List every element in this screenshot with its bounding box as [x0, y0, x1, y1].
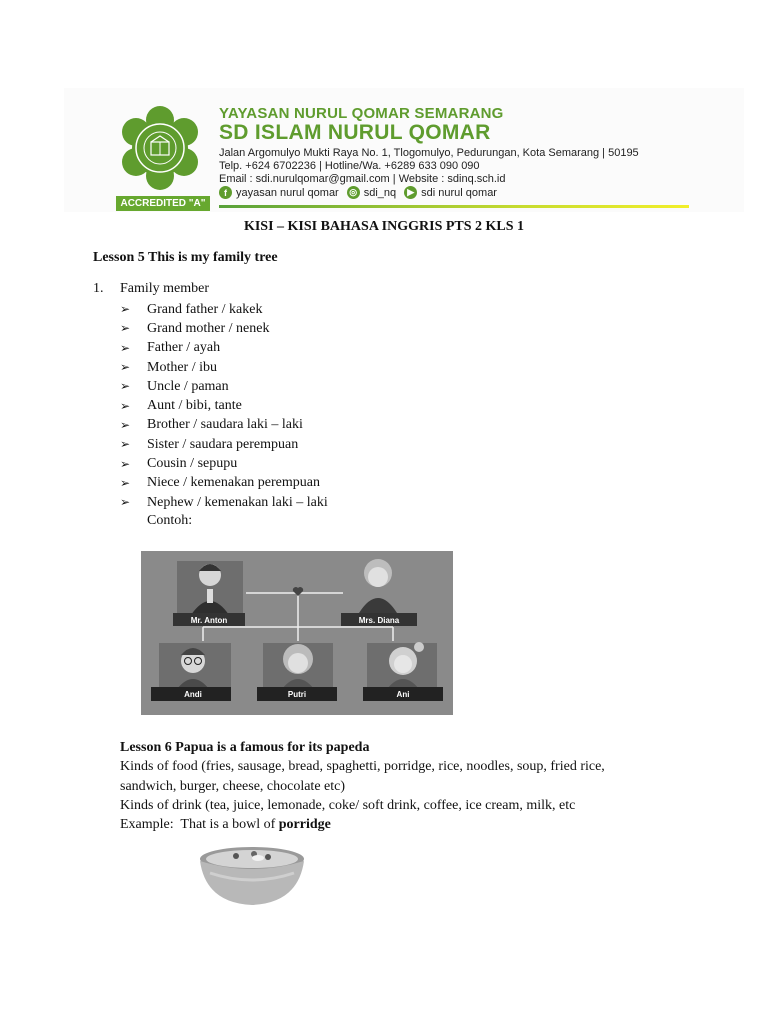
member-mr-anton	[173, 561, 245, 626]
letterhead-divider	[219, 205, 689, 208]
social-instagram	[347, 186, 396, 199]
youtube-label: sdi nurul qomar	[421, 186, 497, 199]
label-ani: Ani	[396, 690, 410, 699]
example-bold-word: porridge	[278, 817, 331, 832]
arrow-bullet-icon: ➢	[120, 398, 131, 413]
arrow-bullet-icon: ➢	[120, 321, 131, 336]
school-name: SD ISLAM NURUL QOMAR	[219, 121, 491, 144]
accredited-badge: ACCREDITED "A"	[116, 196, 210, 211]
youtube-icon: ▶	[404, 186, 417, 199]
family-tree-illustration	[141, 551, 453, 715]
list-item	[120, 416, 328, 435]
list-item-text: Sister / saudara perempuan	[147, 436, 299, 452]
foundation-name: YAYASAN NURUL QOMAR SEMARANG	[219, 105, 504, 122]
school-email-website: Email : sdi.nurulqomar@gmail.com | Website : sdinq.sch.id	[219, 173, 506, 185]
list-item	[120, 493, 328, 512]
member-putri	[257, 643, 337, 701]
facebook-icon: f	[219, 186, 232, 199]
food-kinds-line2: sandwich, burger, cheese, chocolate etc)	[120, 779, 346, 794]
lesson6-heading: Lesson 6 Papua is a famous for its papeda	[120, 740, 370, 755]
example-prefix: Example: That is a bowl of	[120, 817, 279, 832]
document-title: KISI – KISI BAHASA INGGRIS PTS 2 KLS 1	[243, 219, 525, 234]
school-address: Jalan Argomulyo Mukti Raya No. 1, Tlogomulyo, Pedurungan, Kota Semarang | 50195	[219, 147, 639, 159]
list-item-text: Grand mother / nenek	[147, 320, 270, 336]
arrow-bullet-icon: ➢	[120, 456, 131, 471]
porridge-bowl-image	[196, 843, 308, 909]
family-member-title: Family member	[120, 281, 210, 296]
food-kinds-line1: Kinds of food (fries, sausage, bread, spaghetti, porridge, rice, noodles, soup, fried rice,	[120, 759, 605, 774]
list-item-text: Aunt / bibi, tante	[147, 398, 242, 414]
example-sentence	[120, 817, 331, 833]
label-mr-anton: Mr. Anton	[190, 616, 228, 625]
list-item	[120, 300, 328, 319]
arrow-bullet-icon: ➢	[120, 437, 131, 452]
facebook-label: yayasan nurul qomar	[236, 186, 339, 199]
label-putri: Putri	[287, 690, 307, 699]
list-item-text: Grand father / kakek	[147, 301, 263, 317]
list-item-text: Father / ayah	[147, 340, 221, 356]
example-label: Contoh:	[147, 513, 193, 528]
label-mrs-diana: Mrs. Diana	[358, 616, 400, 625]
arrow-bullet-icon: ➢	[120, 495, 131, 510]
family-member-list	[120, 300, 328, 512]
school-logo	[118, 106, 202, 190]
arrow-bullet-icon: ➢	[120, 302, 131, 317]
arrow-bullet-icon: ➢	[120, 475, 131, 490]
list-item	[120, 435, 328, 454]
social-youtube	[404, 186, 497, 199]
list-item-text: Uncle / paman	[147, 378, 229, 394]
social-facebook	[219, 186, 339, 199]
arrow-bullet-icon: ➢	[120, 379, 131, 394]
list-item	[120, 474, 328, 493]
arrow-bullet-icon: ➢	[120, 360, 131, 375]
member-ani	[363, 642, 443, 701]
letterhead	[64, 88, 744, 212]
list-item-text: Niece / kemenakan perempuan	[147, 475, 320, 491]
list-item	[120, 358, 328, 377]
drink-kinds-line: Kinds of drink (tea, juice, lemonade, coke/ soft drink, coffee, ice cream, milk, etc	[120, 798, 576, 813]
list-item-text: Nephew / kemenakan laki – laki	[147, 494, 328, 510]
arrow-bullet-icon: ➢	[120, 340, 131, 355]
school-phone: Telp. +624 6702236 | Hotline/Wa. +6289 633 090 090	[219, 160, 480, 172]
list-item	[120, 339, 328, 358]
list-item-text: Brother / saudara laki – laki	[147, 417, 303, 433]
list-item	[120, 319, 328, 338]
list-item-text: Mother / ibu	[147, 359, 217, 375]
label-andi: Andi	[184, 690, 202, 699]
social-links	[219, 186, 505, 199]
list-item-text: Cousin / sepupu	[147, 456, 238, 472]
list-item	[120, 454, 328, 473]
member-andi	[151, 643, 231, 701]
list-item	[120, 396, 328, 415]
list-number: 1.	[93, 281, 104, 296]
instagram-label: sdi_nq	[363, 186, 397, 199]
list-item	[120, 377, 328, 396]
arrow-bullet-icon: ➢	[120, 417, 131, 432]
instagram-icon: ◎	[347, 186, 360, 199]
lesson5-heading: Lesson 5 This is my family tree	[93, 250, 278, 265]
